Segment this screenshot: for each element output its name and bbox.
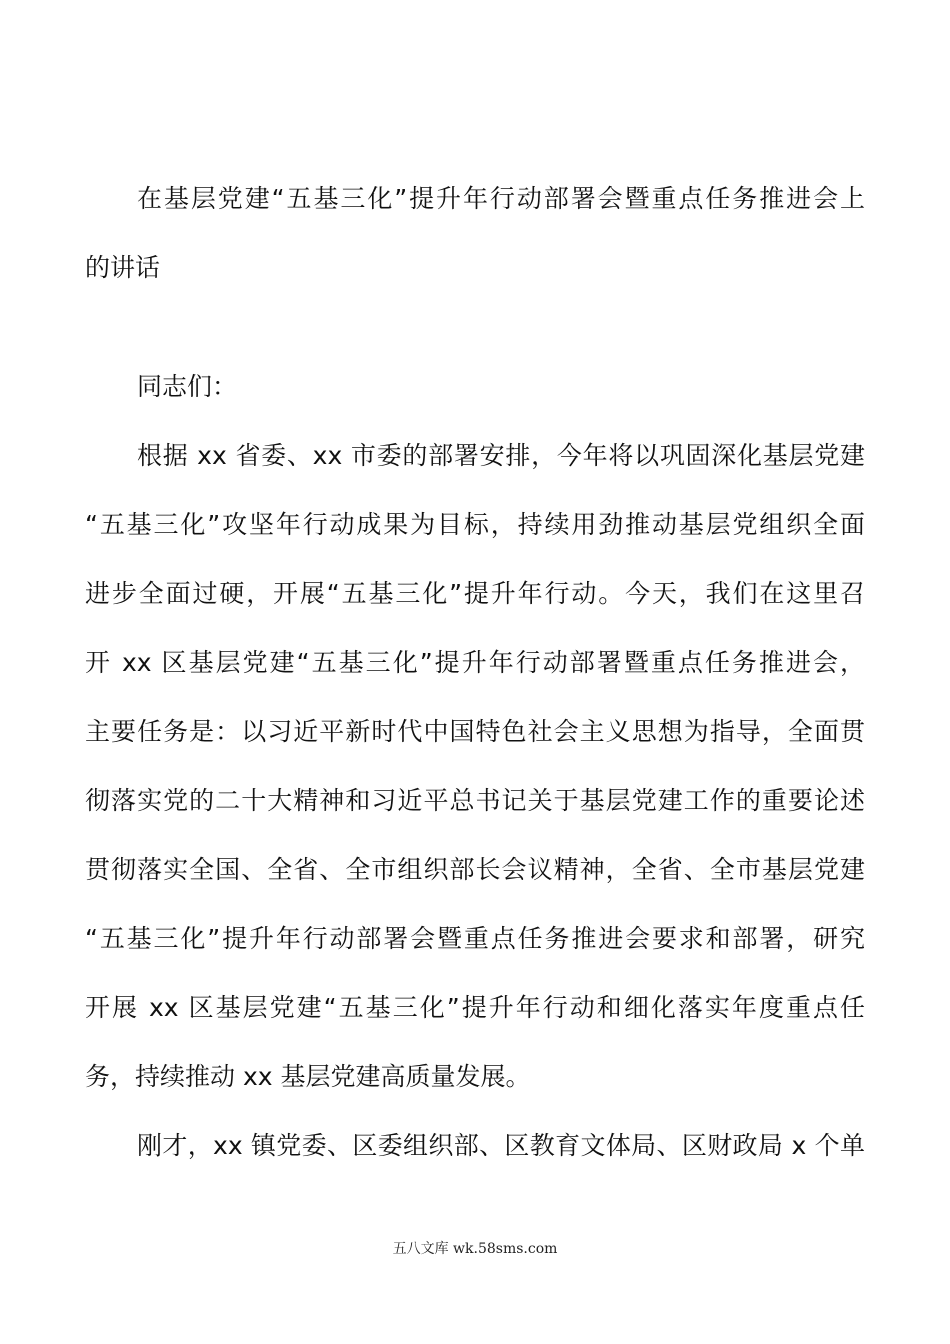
title-line-2: 的讲话	[85, 253, 161, 282]
paragraph-1-line-5: 主要任务是：以习近平新时代中国特色社会主义思想为指导，全面贯	[85, 717, 865, 746]
footer-watermark: 五八文库 wk.58sms.com	[392, 1241, 558, 1257]
paragraph-1-line-8: “五基三化”提升年行动部署会暨重点任务推进会要求和部署，研究	[85, 924, 865, 953]
salutation: 同志们：	[137, 372, 238, 401]
paragraph-1-line-1: 根据 xx 省委、xx 市委的部署安排，今年将以巩固深化基层党建	[137, 441, 865, 470]
title-line-1: 在基层党建“五基三化”提升年行动部署会暨重点任务推进会上	[137, 184, 865, 213]
paragraph-1-line-3: 进步全面过硬，开展“五基三化”提升年行动。今天，我们在这里召	[85, 579, 865, 608]
paragraph-2-line-1: 刚才，xx 镇党委、区委组织部、区教育文体局、区财政局 x 个单	[137, 1131, 865, 1160]
paragraph-1-line-10: 务，持续推动 xx 基层党建高质量发展。	[85, 1062, 531, 1091]
paragraph-1-line-9: 开展 xx 区基层党建“五基三化”提升年行动和细化落实年度重点任	[85, 993, 865, 1022]
document-body	[85, 164, 865, 1180]
title-spacer	[85, 302, 865, 352]
paragraph-1-line-6: 彻落实党的二十大精神和习近平总书记关于基层党建工作的重要论述	[85, 786, 865, 815]
paragraph-1-line-2: “五基三化”攻坚年行动成果为目标，持续用劲推动基层党组织全面	[85, 510, 865, 539]
paragraph-1-line-7: 贯彻落实全国、全省、全市组织部长会议精神，全省、全市基层党建	[85, 855, 865, 884]
paragraph-1-line-4: 开 xx 区基层党建“五基三化”提升年行动部署暨重点任务推进会，	[85, 648, 865, 677]
